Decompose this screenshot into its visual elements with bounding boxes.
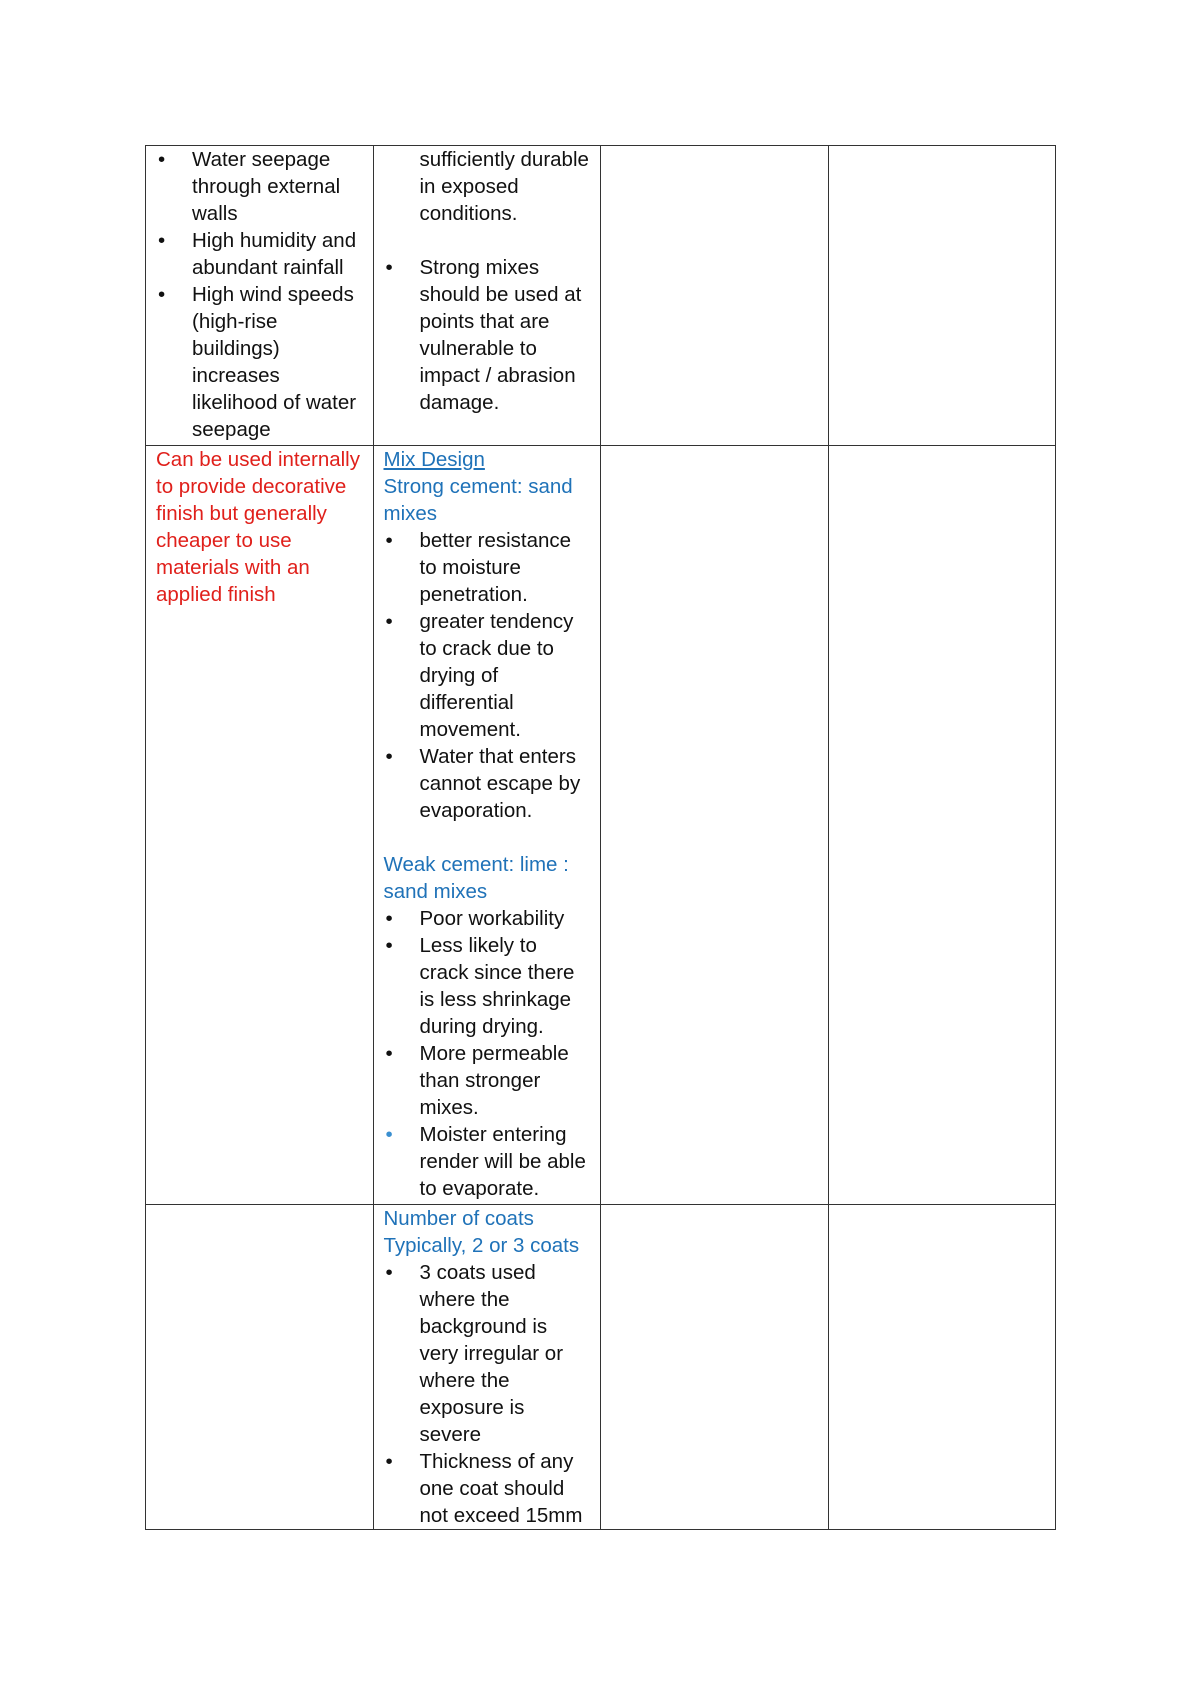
bullet-list [384,527,591,824]
table-cell [601,446,829,1205]
weak-mix-heading: Weak cement: lime : sand mixes [383,853,569,903]
table-cell [373,146,601,446]
list-item: • Less likely to crack since there is less shrinkage during drying. [384,932,591,1040]
list-item: • Thickness of any one coat should not exceed 15mm [384,1448,591,1529]
list-item: • better resistance to moisture penetration. [384,527,591,608]
table-row [146,446,1056,1205]
table-cell [373,1205,601,1530]
table-row [146,146,1056,446]
coats-heading: Number of coats [383,1207,534,1230]
list-item: • Water seepage through external walls [156,146,363,227]
list-item: • 3 coats used where the background is very irregular or where the exposure is severe [384,1259,591,1448]
table-cell [601,1205,829,1530]
list-item: • Strong mixes should be used at points that are vulnerable to impact / abrasion damage. [384,254,591,416]
table-row [146,1205,1056,1530]
table-cell [146,1205,374,1530]
table-cell [373,446,601,1205]
list-item: • High wind speeds (high-rise buildings) increases likelihood of water seepage [156,281,363,443]
table-cell [146,146,374,446]
strong-mix-heading: Strong cement: sand mixes [383,475,573,525]
bullet-list [384,254,591,416]
list-item: • More permeable than stronger mixes. [384,1040,591,1121]
table-cell [146,446,374,1205]
list-item: • Water that enters cannot escape by evaporation. [384,743,591,824]
table-cell [601,146,829,446]
mix-design-heading: Mix Design [383,448,485,471]
list-item: • High humidity and abundant rainfall [156,227,363,281]
coats-subheading: Typically, 2 or 3 coats [383,1234,580,1257]
table-cell [828,1205,1056,1530]
content-table [145,145,1056,1530]
continued-text: sufficiently durable in exposed conditions. [419,148,589,225]
bullet-list [156,146,363,443]
list-item: • Moister entering render will be able to evaporate. [384,1121,591,1202]
bullet-list [384,1259,591,1529]
decorative-finish-note: Can be used internally to provide decorative finish but generally cheaper to use materials with an applied finish [156,448,360,606]
table-cell [828,146,1056,446]
table-cell [828,446,1056,1205]
bullet-list [384,905,591,1202]
list-item: • greater tendency to crack due to drying of differential movement. [384,608,591,743]
list-item: • Poor workability [384,905,591,932]
